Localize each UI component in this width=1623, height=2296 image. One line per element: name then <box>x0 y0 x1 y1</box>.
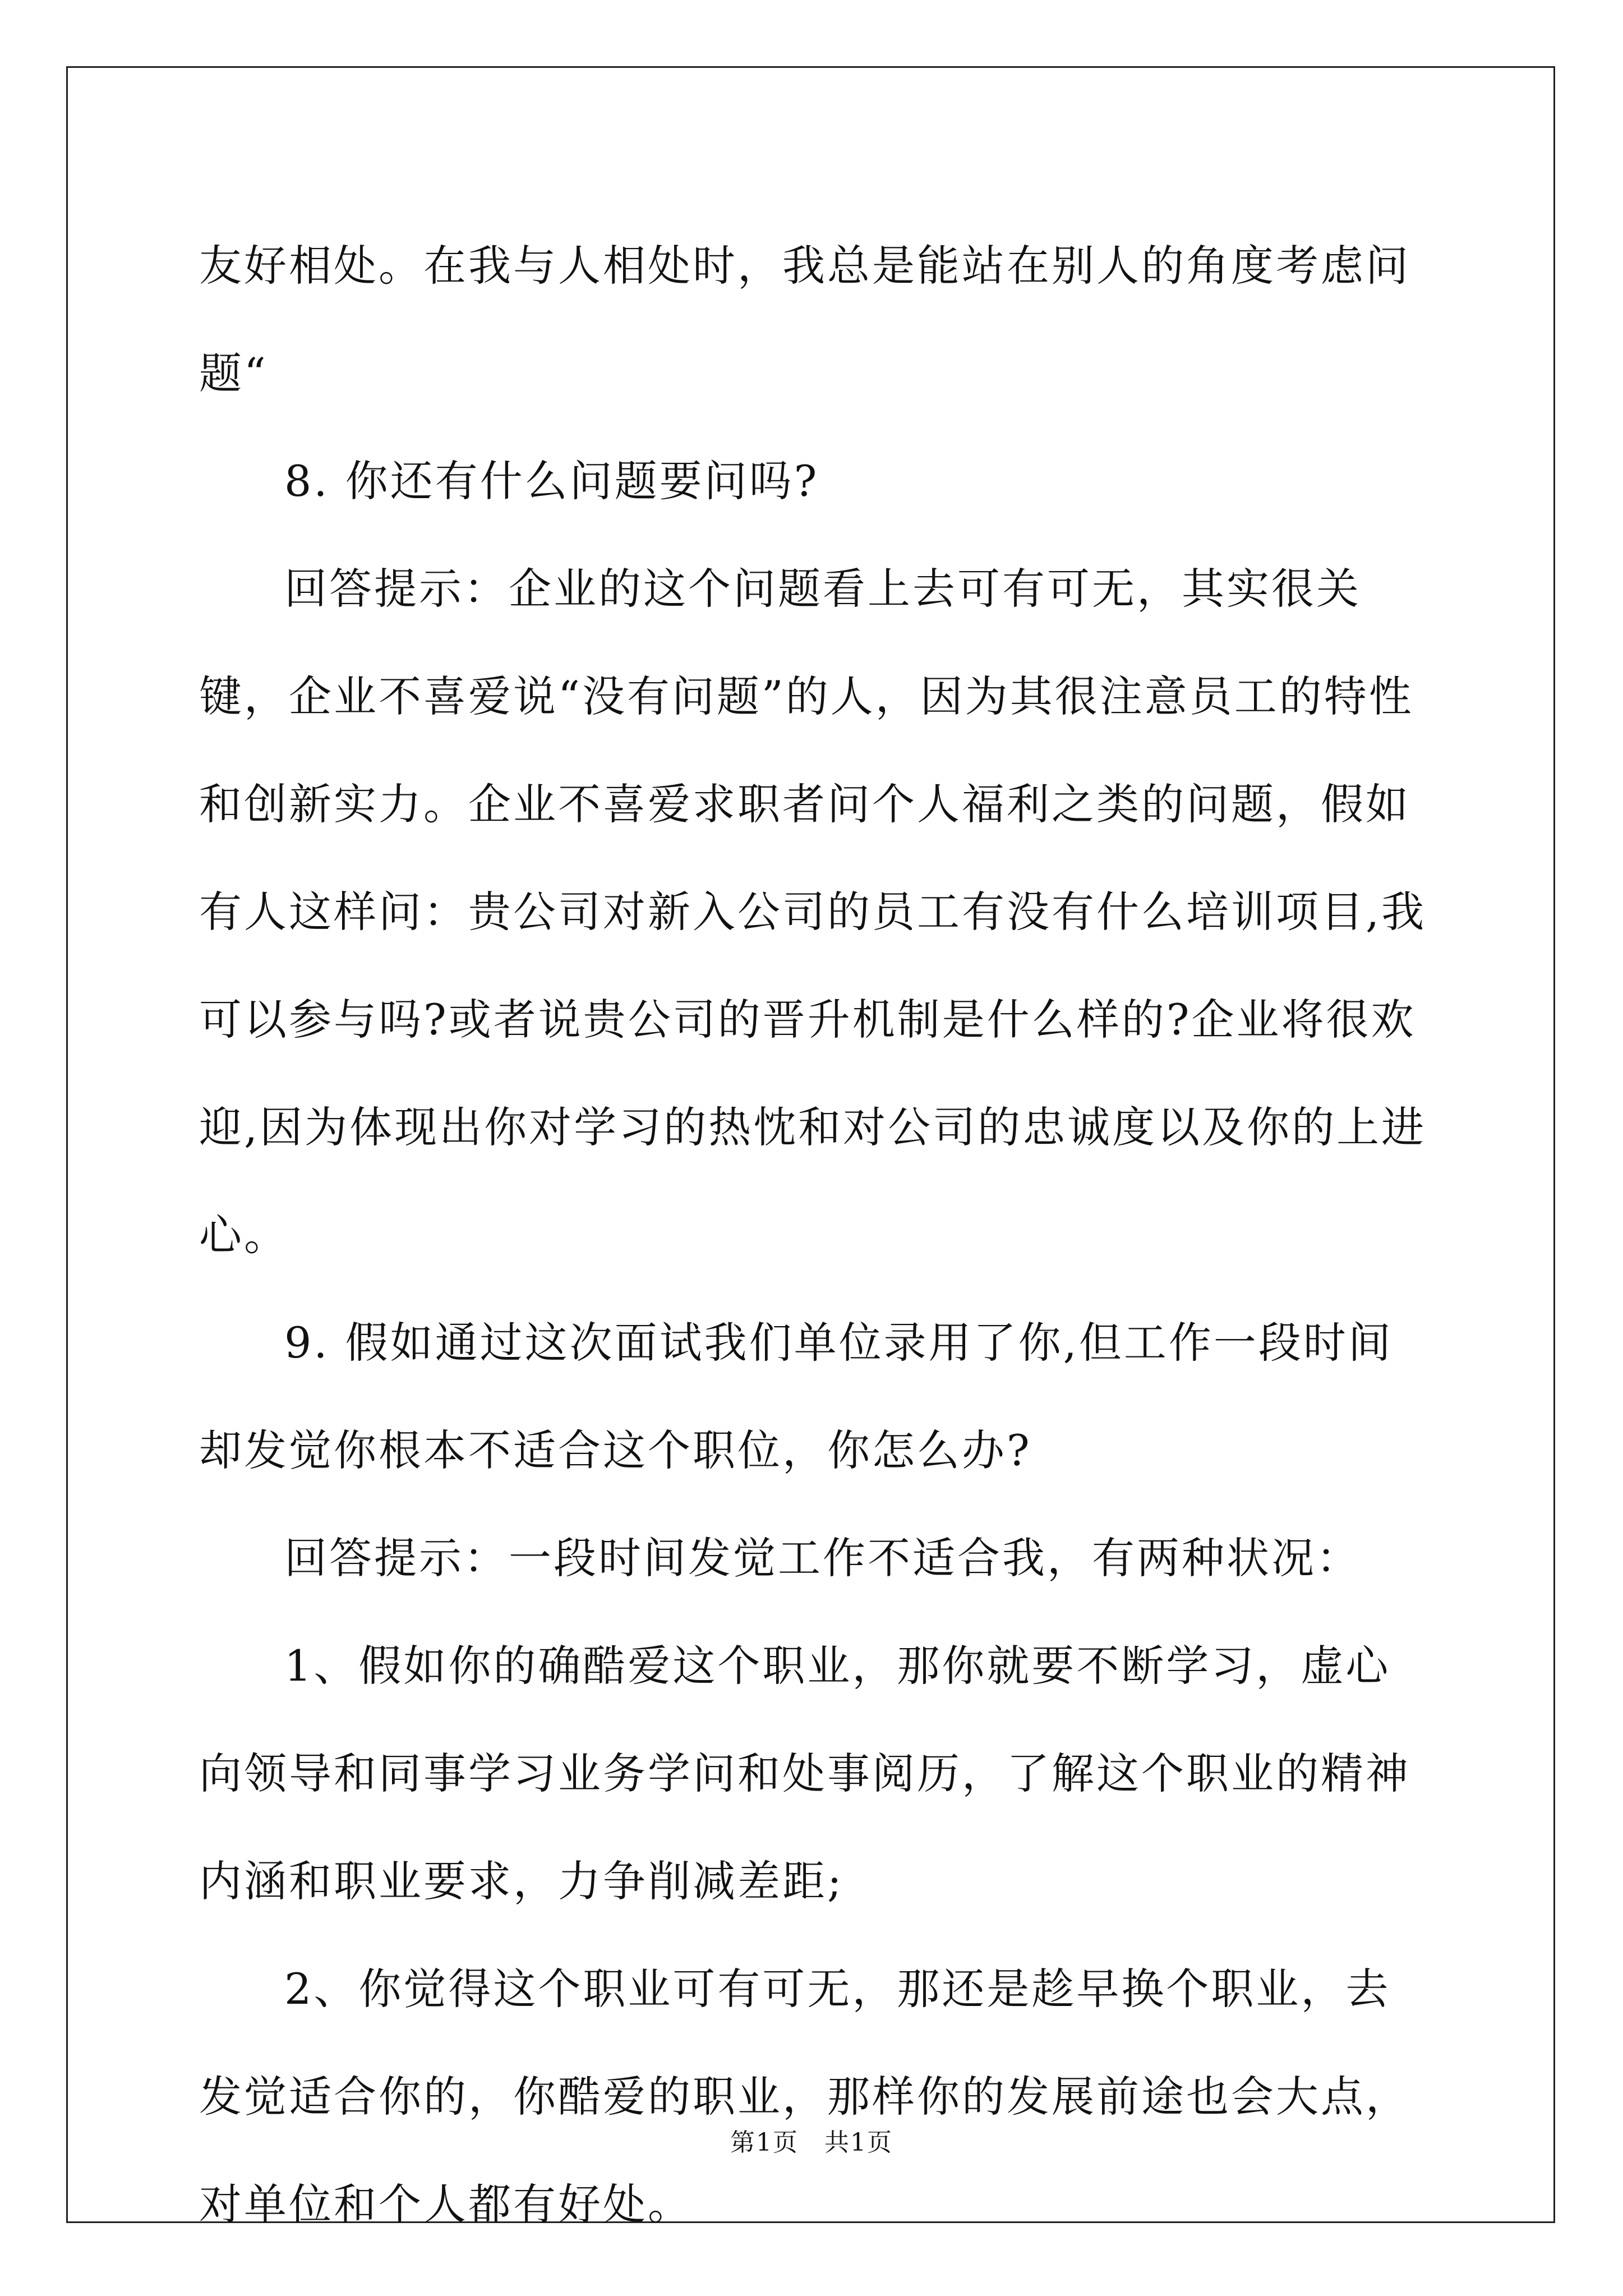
answer-hint-8: 回答提示：企业的这个问题看上去可有可无，其实很关键，企业不喜爱说“没有问题”的人，因为其很注意员工的特性和创新实力。企业不喜爱求职者问个人福利之类的问题，假如有人这样问：贵公司对新入公司的员工有没有什么培训项目,我可以参与吗?或者说贵公司的晋升机制是什么样的?企业将很欢迎,因为体现出你对学习的热忱和对公司的忠诚度以及你的上进心。 <box>199 564 1427 1260</box>
question-8: 8. 你还有什么问题要问吗? <box>284 456 819 506</box>
answer-point-1: 1、假如你的确酷爱这个职业，那你就要不断学习，虚心向领导和同事学习业务学问和处事阅历，了解这个职业的精神内涵和职业要求，力争削减差距; <box>199 1641 1410 1906</box>
document-body <box>199 212 1433 2258</box>
page-footer: 第1页 共1页 <box>730 2128 893 2157</box>
question-9: 9. 假如通过这次面试我们单位录用了你,但工作一段时间却发觉你根本不适合这个职位，你怎么办? <box>199 1318 1393 1475</box>
paragraph-continuation: 友好相处。在我与人相处时，我总是能站在别人的角度考虑问题“ <box>199 241 1410 398</box>
answer-point-2: 2、你觉得这个职业可有可无，那还是趁早换个职业，去发觉适合你的，你酷爱的职业，那样你的发展前途也会大点，对单位和个人都有好处。 <box>199 1964 1410 2229</box>
answer-hint-9: 回答提示：一段时间发觉工作不适合我，有两种状况： <box>284 1533 1361 1583</box>
